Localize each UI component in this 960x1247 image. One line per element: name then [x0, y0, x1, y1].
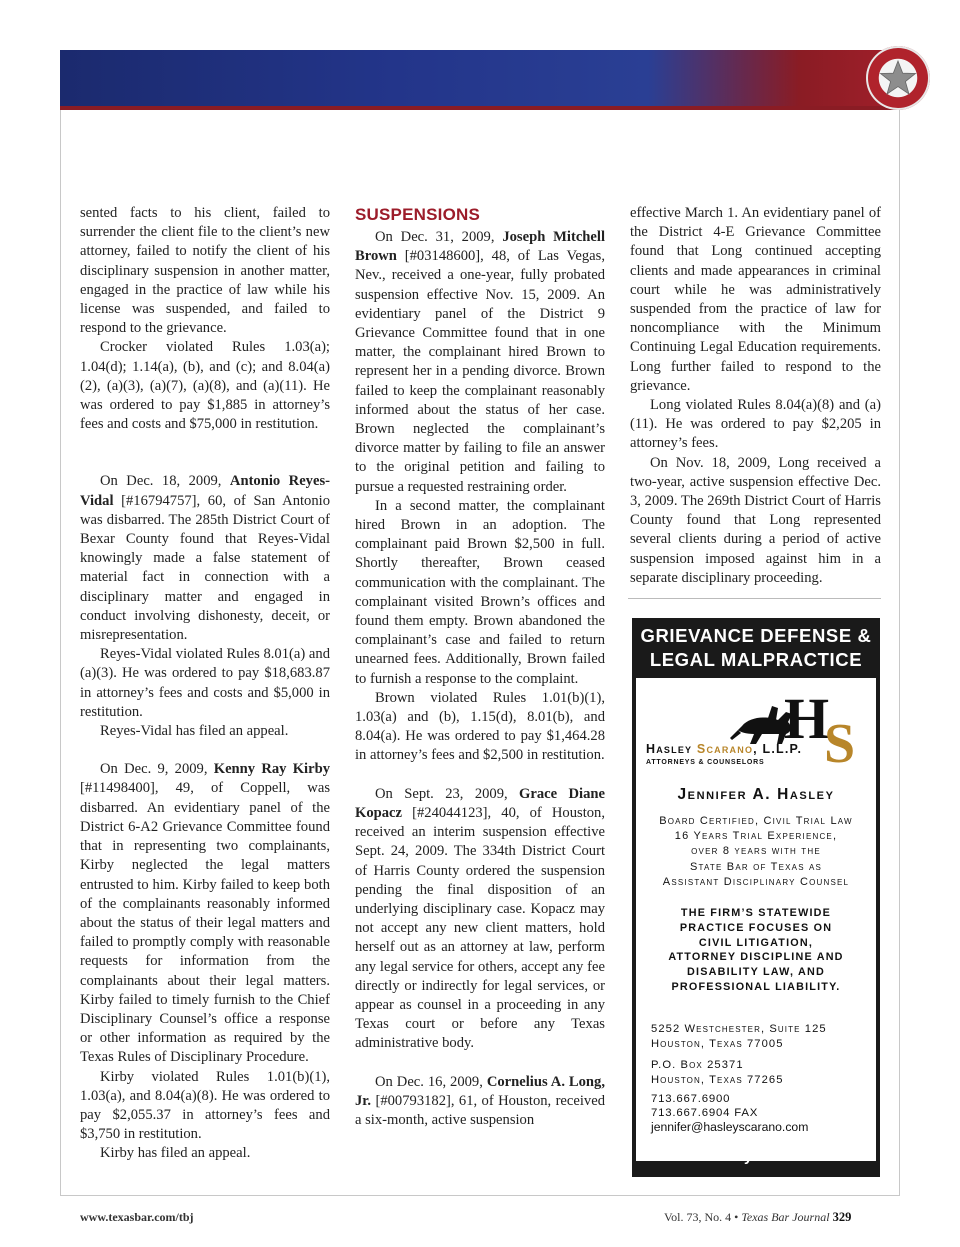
page-frame-bottom	[60, 1195, 900, 1196]
footer-issue: Vol. 73, No. 4 • Texas Bar Journal 329	[664, 1210, 852, 1224]
respondent-name: Joseph Mitchell Brown	[355, 229, 605, 265]
page-number: 329	[832, 1210, 852, 1224]
website-link[interactable]: www.hasleyscarano.com	[667, 1148, 845, 1165]
ad-title: GRIEVANCE DEFENSE & LEGAL MALPRACTICE	[640, 625, 872, 670]
logo-letter-h: H	[784, 686, 830, 751]
header-banner	[60, 50, 900, 106]
fax-number: 713.667.6904 FAX	[651, 1107, 759, 1120]
po-box-address: P.O. Box 25371 Houston, Texas 77265	[651, 1059, 784, 1086]
respondent-name: Cornelius A. Long, Jr.	[355, 1073, 605, 1109]
paragraph: On Dec. 16, 2009, Cornelius A. Long, Jr. [#00793182], 61, of Houston, received a six-month, active suspension	[355, 1073, 605, 1128]
firm-name: Hasley Scarano, L.L.P.	[646, 742, 803, 756]
paragraph: On Dec. 31, 2009, Joseph Mitchell Brown [#03148600], 48, of Las Vegas, Nev., received a one-year, fully probated suspension effective Nov. 15, 2009. An evidentiary panel of the District 9 Grievance Committee found that in one matter, the complainant hired Brown to represent her in a pending divorce. Brown failed to keep the complainant reasonably informed about the status of her case. Brown neglected the complainant’s divorce matter by failing to file an answer to the original petition and failing to pursue a requested restraining order.	[355, 229, 605, 495]
paragraph: Reyes-Vidal has filed an appeal.	[100, 723, 289, 740]
contact-info	[651, 1092, 808, 1135]
paragraph: On Dec. 9, 2009, Kenny Ray Kirby [#11498400], 49, of Coppell, was disbarred. An evidentiary panel of the District 6-A2 Grievance Committee found that in representing two complainants, Kirby neglected the legal matters entrusted to him. Kirby failed to keep both of the complainants reasonably informed about the status of their legal matters and failed to promptly comply with reasonable requests for information from the complainants about their legal matters. Kirby failed to timely furnish to the Chief Disciplinary Counsel’s office a response or other information as required by the Texas Rules of Disciplinary Procedure.	[80, 761, 330, 1066]
firm-tagline: ATTORNEYS & COUNSELORS	[646, 759, 765, 766]
respondent-name: Grace Diane Kopacz	[355, 785, 605, 821]
page-frame-left	[60, 110, 61, 1195]
paragraph: effective March 1. An evidentiary panel of the District 4-E Grievance Committee found that Long continued accepting clients and made appearances in criminal court while he was administratively suspended from the practice of law for noncompliance with the Minimum Continuing Legal Education requirements. Long further failed to respond to the grievance.	[630, 205, 881, 394]
paragraph: Brown violated Rules 1.01(b)(1), 1.03(a) and (b), 1.15(d), 8.01(b), and 8.04(a). He was ordered to pay $1,464.28 in attorney’s fees and $2,500 in restitution.	[355, 689, 605, 764]
paragraph: On Dec. 18, 2009, Antonio Reyes-Vidal [#16794757], 60, of San Antonio was disbarred. The 285th District Court of Bexar County found that Reyes-Vidal knowingly made a false statement of material fact in connection with a disciplinary matter and engaged in conduct involving dishonesty, deceit, or misrepresentation.	[80, 473, 330, 644]
column-left	[80, 204, 330, 1164]
footer-url[interactable]: www.texasbar.com/tbj	[80, 1210, 194, 1224]
paragraph: Kirby violated Rules 1.01(b)(1), 1.03(a), and 8.04(a)(8). He was ordered to pay $2,055.37 in attorney’s fees and $3,750 in restitution.	[80, 1068, 330, 1143]
texas-star-icon	[866, 46, 930, 110]
paragraph: Crocker violated Rules 1.03(a); 1.04(d); 1.14(a), (b), and (c); and 8.04(a)(2), (a)(3), (a)(7), (a)(8), and (a)(11). He was ordered to pay $1,885 in attorney’s fees and costs and $75,000 in restitution.	[80, 339, 330, 433]
advertisement[interactable]	[632, 618, 880, 1177]
paragraph: On Sept. 23, 2009, Grace Diane Kopacz [#24044123], 40, of Houston, received an interim suspension effective Sept. 24, 2009. The 334th District Court of Harris County ordered the suspension pending the final disposition of an underlying disciplinary case. Kopacz may not accept any new client matters, hold herself out as an attorney at law, perform any legal service for others, accept any fee directly or indirectly for legal services, or appear as counsel in a proceeding in any Texas court or before any Texas administrative body.	[355, 785, 605, 1052]
paragraph: Reyes-Vidal violated Rules 8.01(a) and (a)(3). He was ordered to pay $18,683.87 in attorney’s fees and costs and $5,000 in restitution.	[80, 646, 330, 720]
attorney-name: Jennifer A. Hasley	[677, 786, 835, 803]
column-right	[630, 204, 881, 588]
email-link[interactable]: jennifer@hasleyscarano.com	[651, 1120, 809, 1135]
street-address: 5252 Westchester, Suite 125 Houston, Texas 77005	[651, 1023, 827, 1050]
header-stripe	[60, 106, 900, 110]
section-heading: SUSPENSIONS	[355, 205, 481, 224]
respondent-name: Kenny Ray Kirby	[213, 761, 330, 778]
paragraph: In a second matter, the complainant hired Brown in an adoption. The complainant paid Brown $2,500 in full. Shortly thereafter, Brown ceased communication with the complainant. The complainant visited Brown’s offices and found them empty. Brown abandoned the complainant’s case and failed to return unearned fees. Additionally, Brown failed to furnish a response to the complaint.	[355, 497, 605, 687]
attorney-credentials: Board Certified, Civil Trial Law 16 Years Trial Experience, over 8 years with the State Bar of Texas as Assistant Disciplinary Counsel	[659, 815, 853, 888]
paragraph: Long violated Rules 8.04(a)(8) and (a)(11). He was ordered to pay $2,205 in attorney’s fees.	[630, 397, 881, 452]
paragraph: Kirby has filed an appeal.	[100, 1145, 251, 1162]
practice-focus: THE FIRM’S STATEWIDE PRACTICE FOCUSES ON CIVIL LITIGATION, ATTORNEY DISCIPLINE AND DISABILITY LAW, AND PROFESSIONAL LIABILITY.	[668, 907, 844, 993]
paragraph: On Nov. 18, 2009, Long received a two-year, active suspension effective Dec. 3, 2009. The 269th District Court of Harris County found that Long represented several clients during a period of active suspension imposed against him in a separate disciplinary proceeding.	[630, 454, 881, 586]
logo-letter-s: S	[824, 713, 856, 766]
paragraph: sented facts to his client, failed to surrender the client file to the client’s new attorney, failed to notify the client of his disciplinary suspension in another matter, engaged in the practice of law while his license was suspended, and failed to respond to the grievance.	[80, 205, 330, 337]
page-frame-right	[899, 110, 900, 1195]
phone-number[interactable]: 713.667.6900	[651, 1093, 731, 1105]
column-middle	[355, 204, 605, 1130]
journal-name: Texas Bar Journal	[741, 1210, 830, 1224]
ad-divider	[628, 598, 881, 599]
horse-rider-icon	[730, 706, 792, 744]
ad-content	[636, 678, 876, 1161]
respondent-name: Antonio Reyes-Vidal	[80, 473, 330, 509]
